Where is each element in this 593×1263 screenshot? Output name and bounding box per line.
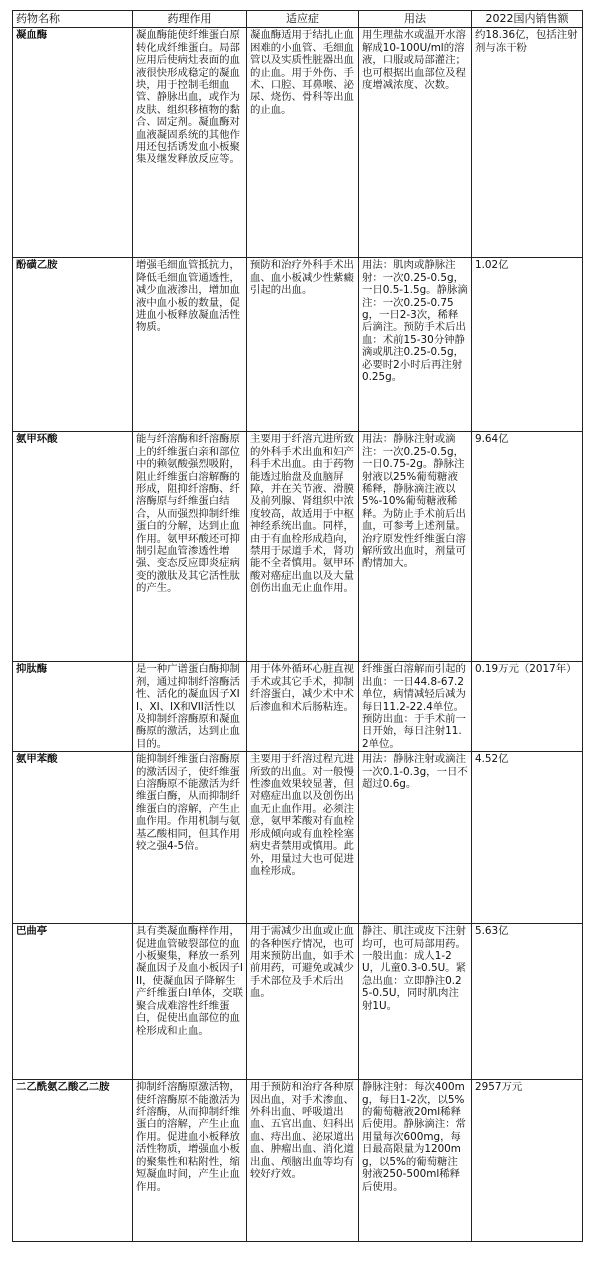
- usage-cell: 用法：肌肉或静脉注射：一次0.25-0.5g，一日0.5-1.5g。静脉滴注：一次0.25-0.75g，一日2-3次，稀释后滴注。预防手术后出血：术前15-30分钟静滴或肌注0.25-0.5g，必要时2小时后再注射0.25g。: [359, 258, 472, 432]
- header-usage: 用法: [359, 11, 472, 28]
- header-indication: 适应症: [247, 11, 359, 28]
- usage-cell: 用法：静脉注射或滴注一次0.1-0.3g，一日不超过0.6g。: [359, 752, 472, 924]
- usage-cell: 纤维蛋白溶解而引起的出血：一日44.8-67.2单位，病情减轻后减为每日11.2-22.4单位。预防出血：于手术前一日开始，每日注射11.2单位。: [359, 662, 472, 752]
- indication-cell: 预防和治疗外科手术出血、血小板减少性紫癜引起的出血。: [247, 258, 359, 432]
- drug-name-cell: 凝血酶: [13, 28, 133, 258]
- usage-cell: 用法：静脉注射或滴注：一次0.25-0.5g，一日0.75-2g。静脉注射液以25%葡萄糖液稀释，静脉滴注液以5%-10%葡萄糖液稀释。为防止手术前后出血，可参考上述剂量。治疗原发性纤维蛋白溶解所致出血时，剂量可酌情加大。: [359, 432, 472, 662]
- table-row: [13, 28, 583, 258]
- sales-cell: 约18.36亿，包括注射剂与冻干粉: [472, 28, 583, 258]
- usage-cell: 静注、肌注或皮下注射均可，也可局部用药。一般出血：成人1-2U，儿童0.3-0.5U。紧急出血：立即静注0.25-0.5U，同时肌肉注射1U。: [359, 924, 472, 1080]
- header-pharmacology: 药理作用: [133, 11, 247, 28]
- pharmacology-cell: 凝血酶能使纤维蛋白原转化成纤维蛋白。局部应用后使病灶表面的血液很快形成稳定的凝血块，用于控制毛细血管、静脉出血，或作为皮肤、组织移植物的黏合、固定剂。凝血酶对血液凝固系统的其他作用还包括诱发血小板聚集及继发释放反应等。: [133, 28, 247, 258]
- drug-name-cell: 氨甲苯酸: [13, 752, 133, 924]
- sales-cell: 2957万元: [472, 1080, 583, 1242]
- pharmacology-cell: 增强毛细血管抵抗力，降低毛细血管通透性，减少血液渗出，增加血液中血小板的数量，促进血小板释放凝血活性物质。: [133, 258, 247, 432]
- table-row: [13, 432, 583, 662]
- table-header-row: [13, 11, 583, 28]
- drug-comparison-table: [12, 10, 583, 1242]
- indication-cell: 凝血酶适用于结扎止血困难的小血管、毛细血管以及实质性脏器出血的止血。用于外伤、手术、口腔、耳鼻喉、泌尿、烧伤、骨科等出血的止血。: [247, 28, 359, 258]
- table-row: [13, 924, 583, 1080]
- table-row: [13, 1080, 583, 1242]
- sales-cell: 0.19万元（2017年）: [472, 662, 583, 752]
- header-drug-name: 药物名称: [13, 11, 133, 28]
- sales-cell: 9.64亿: [472, 432, 583, 662]
- drug-name-cell: 酚磺乙胺: [13, 258, 133, 432]
- usage-cell: 用生理盐水或温开水溶解成10-100U/ml的溶液，口服或局部灌注；也可根据出血部位及程度增减浓度、次数。: [359, 28, 472, 258]
- drug-name-cell: 巴曲亭: [13, 924, 133, 1080]
- indication-cell: 用于需减少出血或止血的各种医疗情况，也可用来预防出血，如手术前用药，可避免或减少手术部位及手术后出血。: [247, 924, 359, 1080]
- pharmacology-cell: 能抑制纤维蛋白溶酶原的激活因子，使纤维蛋白溶酶原不能激活为纤维蛋白酶，从而抑制纤维蛋白的溶解，产生止血作用。作用机制与氨基乙酸相同，但其作用较之强4-5倍。: [133, 752, 247, 924]
- table-row: [13, 662, 583, 752]
- indication-cell: 主要用于纤溶亢进所致的外科手术出血和妇产科手术出血。由于药物能透过胎盘及血脑屏障，并在关节液、滑膜及前列腺、肾组织中浓度较高，故适用于中枢神经系统出血。同样，由于有血栓形成趋向，禁用于尿道手术，肾功能不全者慎用。氨甲环酸对癌症出血以及大量创伤出血无止血作用。: [247, 432, 359, 662]
- sales-cell: 5.63亿: [472, 924, 583, 1080]
- table-row: [13, 258, 583, 432]
- pharmacology-cell: 是一种广谱蛋白酶抑制剂，通过抑制纤溶酶活性、活化的凝血因子XII、XI、IX和VII活性以及抑制纤溶酶原和凝血酶原的激活，达到止血目的。: [133, 662, 247, 752]
- usage-cell: 静脉注射：每次400mg，每日1-2次，以5%的葡萄糖液20ml稀释后使用。静脉滴注：常用量每次600mg，每日最高限量为1200mg，以5%的葡萄糖注射液250-500ml稀释后使用。: [359, 1080, 472, 1242]
- sales-cell: 4.52亿: [472, 752, 583, 924]
- indication-cell: 用于体外循环心脏直视手术或其它手术，抑制纤溶蛋白，减少术中术后渗血和术后肠粘连。: [247, 662, 359, 752]
- indication-cell: 主要用于纤溶过程亢进所致的出血。对一般慢性渗血效果较显著，但对癌症出血以及创伤出血无止血作用。必须注意，氨甲苯酸对有血栓形成倾向或有血栓栓塞病史者禁用或慎用。此外，用量过大也可促进血栓形成。: [247, 752, 359, 924]
- header-sales: 2022国内销售额: [472, 11, 583, 28]
- drug-name-cell: 二乙酰氨乙酸乙二胺: [13, 1080, 133, 1242]
- sales-cell: 1.02亿: [472, 258, 583, 432]
- table-row: [13, 752, 583, 924]
- drug-table-container: [12, 10, 582, 1242]
- pharmacology-cell: 具有类凝血酶样作用，促进血管破裂部位的血小板聚集，释放一系列凝血因子及血小板因子III，使凝血因子降解生产纤维蛋白I单体，交联聚合成难溶性纤维蛋白，促使出血部位的血栓形成和止血。: [133, 924, 247, 1080]
- indication-cell: 用于预防和治疗各种原因出血，对手术渗血、外科出血、呼吸道出血、五官出血、妇科出血、痔出血、泌尿道出血、肿瘤出血、消化道出血、颅脑出血等均有较好疗效。: [247, 1080, 359, 1242]
- drug-name-cell: 氨甲环酸: [13, 432, 133, 662]
- drug-name-cell: 抑肽酶: [13, 662, 133, 752]
- pharmacology-cell: 能与纤溶酶和纤溶酶原上的纤维蛋白亲和部位中的赖氨酸强烈吸附，阻止纤维蛋白溶解酶的形成，阻抑纤溶酶、纤溶酶原与纤维蛋白结合，从而强烈抑制纤维蛋白的分解，达到止血作用。氨甲环酸还可抑制引起血管渗透性增强、变态反应即炎症病变的激肽及其它活性肽的产生。: [133, 432, 247, 662]
- pharmacology-cell: 抑制纤溶酶原激活物，使纤溶酶原不能激活为纤溶酶，从而抑制纤维蛋白的溶解，产生止血作用。促进血小板释放活性物质，增强血小板的聚集性和粘附性，缩短凝血时间，产生止血作用。: [133, 1080, 247, 1242]
